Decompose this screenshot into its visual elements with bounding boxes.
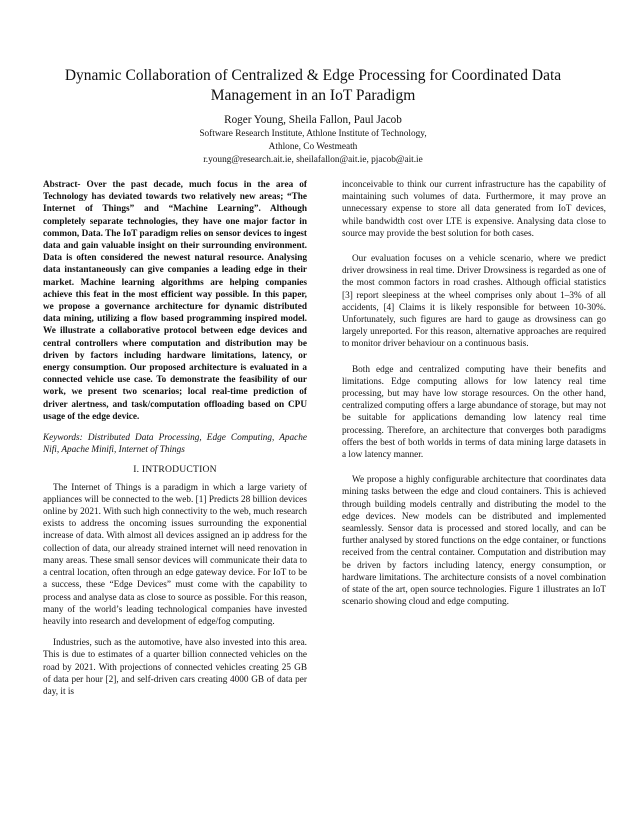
abstract: Abstract- Over the past decade, much focus in the area of Technology has deviated towards two relatively new areas; “The Internet of Things” and “Machine Learning”. Although completely separate technologies, they have one major factor in common, Data. The IoT paradigm relies on sensor devices to ingest data and gain valuable insight on their surrounding environment. Data is often considered the newest natural resource. Analysing data instantaneously can give companies a leading edge in their market. Machine learning algorithms are helping companies achieve this feat in the most efficient way possible. In this paper, we propose a governance architecture for dynamic distributed data mining, utilizing a flow based programming inspired model. We illustrate a collaborative protocol between edge devices and central controllers where computation and distribution may be driven by factors including hardware limitations, latency, or energy consumption. Our proposed architecture is evaluated in a connected vehicle use case. To demonstrate the feasibility of our work, we present two scenarios; local real-time prediction of driver alertness, and task/computation offloading based on CPU usage of the edge device. [43,180,307,422]
title-line-1: Dynamic Collaboration of Centralized & Edge Processing for Coordinated Data [64,67,562,84]
body-paragraph: Our evaluation focuses on a vehicle scenario, where we predict driver drowsiness in real time. Driver Drowsiness is regarded as one of the most common factors in road crashes. Although official statistics [3] report sleepiness at the wheel comprises only about 1–3% of all accidents, [4] Claims it is likely responsible for between 10-30%. Unfortunately, such figures are hard to gauge as drowsiness can go largely unreported. For this reason, alternative approaches are required to monitor driver behaviour on a continuous basis. [342,254,606,350]
paper-title [40,66,586,106]
keywords: Keywords: Distributed Data Processing, Edge Computing, Apache Nifi, Apache Minifi, Internet of Things [43,433,307,456]
body-paragraph: Industries, such as the automotive, have also invested into this area. This is due to estimates of a quarter billion connected vehicles on the road by 2021. With projections of connected vehicles creating 25 GB of data per hour [2], and self-driven cars creating 4000 GB of data per day, it is [43,638,307,697]
affiliation-block [40,128,586,167]
body-paragraph: We propose a highly configurable architecture that coordinates data mining tasks between the edge and cloud containers. This is achieved through building models centrally and distributing the model to the edge devices. New models can be distributed and implemented seamlessly. Sensor data is processed and stored locally, and can be further analysed by stored functions on the edge container, or functions received from the central container. Computation and distribution may be driven by factors including latency, energy consumption, or hardware limitations. The architecture consists of a novel combination of state of the art, open source technologies. Figure 1 illustrates an IoT scenario showing cloud and edge computing. [342,475,606,608]
affiliation-location: Athlone, Co Westmeath [268,142,358,152]
title-line-2: Management in an IoT Paradigm [210,87,416,104]
right-column [342,179,606,622]
body-paragraph: Both edge and centralized computing have their benefits and limitations. Edge computing allows for low latency real time processing, but may have low storage resources. On the other hand, centralized computing offers a large abundance of storage, but may not be suitable for applications demanding low latency real time processing. Therefore, an architecture that converges both paradigms offers the best of both worlds in terms of data mining large datasets in a low latency manner. [342,364,606,461]
body-paragraph: inconceivable to think our current infrastructure has the capability of maintaining such volumes of data. Furthermore, it may prove an unnecessary expense to store all data generated from IoT devices, while bandwidth cost over LTE is expensive. Analysing data close to source may provide the best solution for both cases. [342,180,606,239]
body-paragraph: The Internet of Things is a paradigm in which a large variety of appliances will be connected to the web. [1] Predicts 28 billion devices online by 2021. With such high connectivity to the web, much research exists to address the oncoming issues surrounding the exponential increase of data. With almost all devices assigned an ip address for the collection of data, our already strained internet will need renovation in many areas. These small sensor devices will communicate their data to a central location, often through an edge gateway device. For IoT to be a success, these “Edge Devices” must come with the capability to process and analyse data as close to source as possible. For this reason, many of the world’s leading technological companies have invested heavily into research and development of edge/fog computing. [43,482,307,627]
author-emails: r.young@research.ait.ie, sheilafallon@ait.ie, pjacob@ait.ie [203,155,423,165]
affiliation-institute: Software Research Institute, Athlone Institute of Technology, [199,129,427,139]
left-column [43,179,307,707]
section-heading-introduction: I. INTRODUCTION [133,464,217,476]
author-list: Roger Young, Sheila Fallon, Paul Jacob [224,114,402,126]
